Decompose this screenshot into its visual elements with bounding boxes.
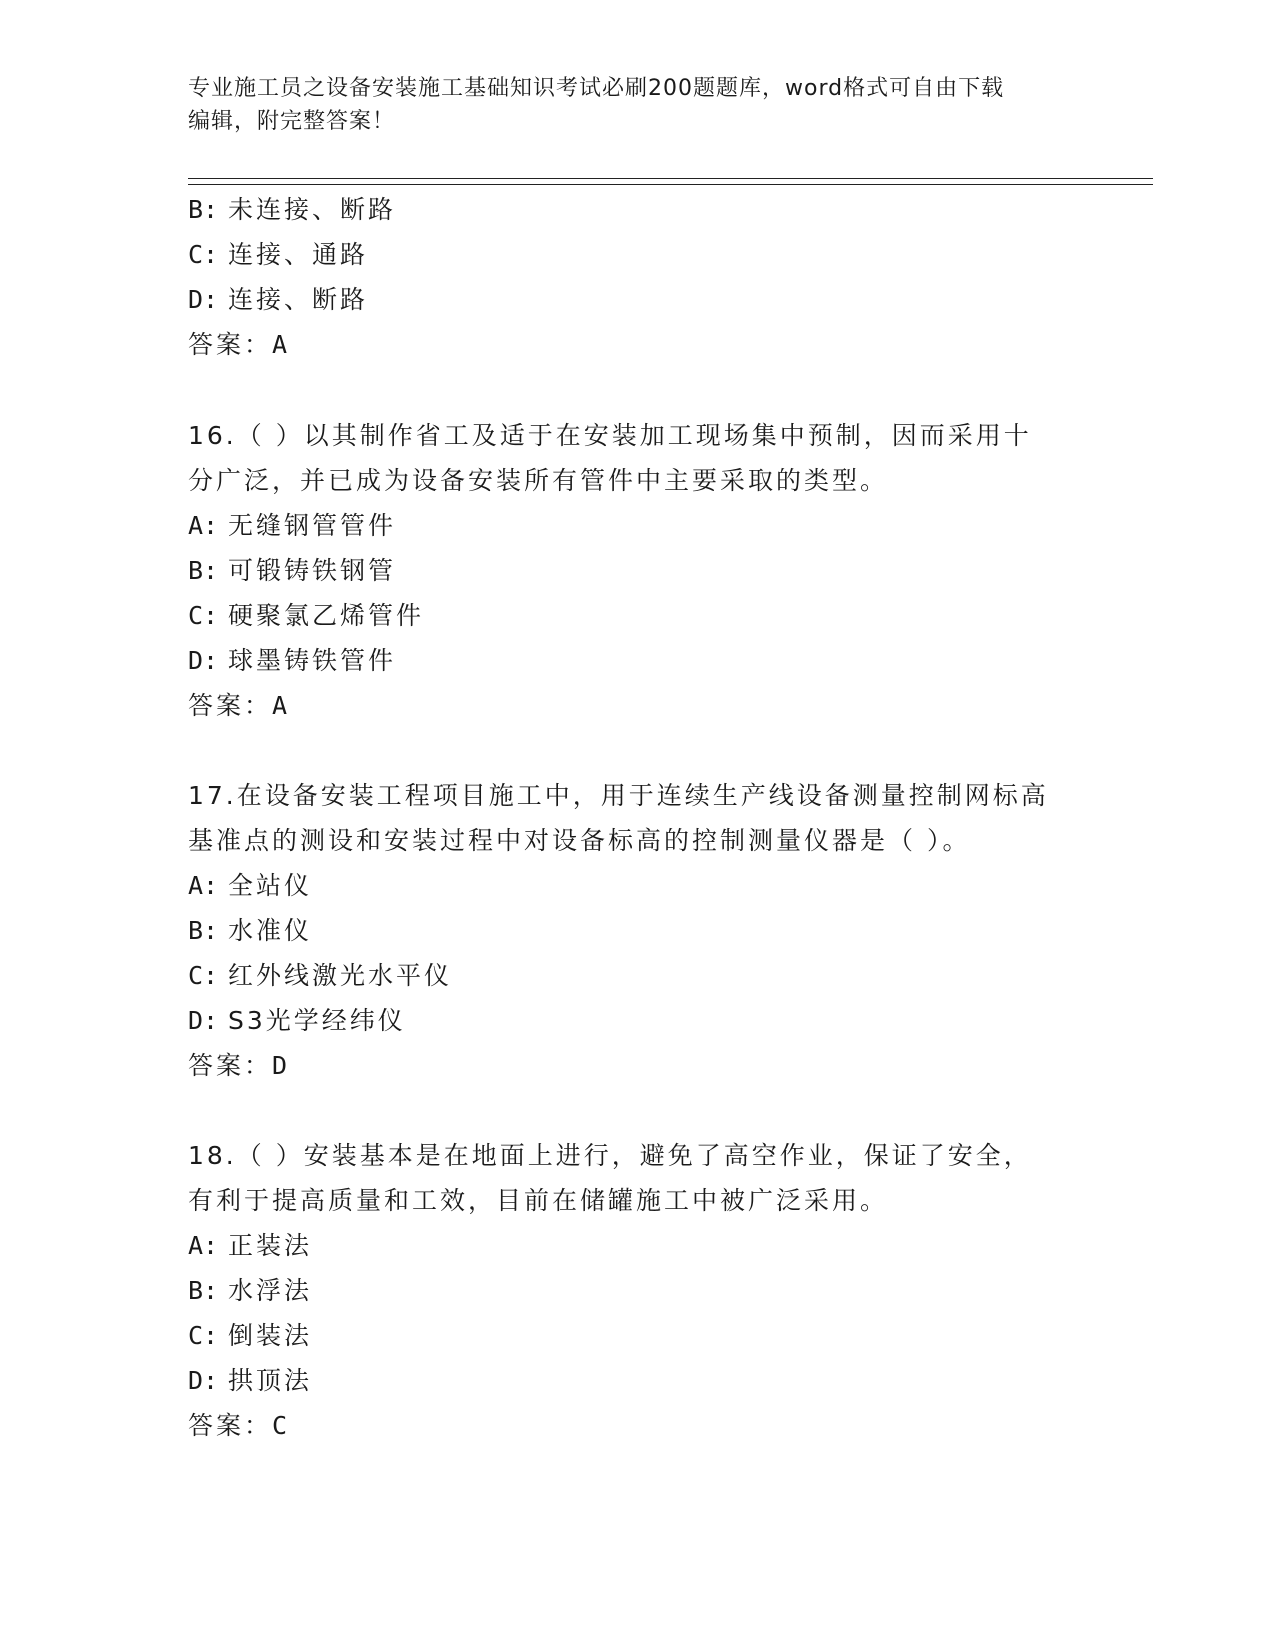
- header-line-1: 专业施工员之设备安装施工基础知识考试必刷200题题库，word格式可自由下载: [188, 76, 1005, 101]
- q16-stem-line-2: 分广泛，并已成为设备安装所有管件中主要采取的类型。: [188, 466, 889, 495]
- option-label: C:: [188, 961, 219, 990]
- q18-option-a: [188, 1230, 312, 1262]
- q18-option-b: [188, 1275, 312, 1307]
- option-text: S3光学经纬仪: [228, 1006, 406, 1035]
- option-text: 硬聚氯乙烯管件: [228, 601, 425, 630]
- q18-option-d: [188, 1365, 312, 1397]
- option-label: B:: [188, 916, 219, 945]
- answer-label: 答案：: [188, 330, 273, 359]
- q18-option-c: [188, 1320, 312, 1352]
- option-text: 全站仪: [228, 871, 313, 900]
- q17-option-c: [188, 960, 452, 992]
- q17-option-b: [188, 915, 312, 947]
- option-text: 倒装法: [228, 1321, 313, 1350]
- answer-value: A: [272, 330, 288, 359]
- option-label: A:: [188, 1231, 219, 1260]
- header-rule-bottom: [188, 184, 1153, 185]
- option-label: A:: [188, 511, 219, 540]
- option-label: B:: [188, 1276, 219, 1305]
- q17-answer: [188, 1050, 287, 1082]
- option-text: 红外线激光水平仪: [228, 961, 453, 990]
- q16-answer: [188, 690, 287, 722]
- q18-answer: [188, 1410, 287, 1442]
- q18-stem-line-1: 18.（ ）安装基本是在地面上进行，避免了高空作业，保证了安全，: [188, 1141, 1032, 1170]
- q15-option-c: [188, 239, 368, 271]
- answer-label: 答案：: [188, 1051, 273, 1080]
- q17-option-a: [188, 870, 312, 902]
- option-text: 无缝钢管管件: [228, 511, 397, 540]
- option-text: 可锻铸铁钢管: [228, 556, 397, 585]
- q17-option-d: [188, 1005, 406, 1037]
- option-label: D:: [188, 1366, 219, 1395]
- q16-option-a: [188, 510, 396, 542]
- option-label: C:: [188, 601, 219, 630]
- answer-label: 答案：: [188, 691, 273, 720]
- q17-stem-line-1: 17.在设备安装工程项目施工中，用于连续生产线设备测量控制网标高: [188, 781, 1049, 810]
- option-text: 水准仪: [228, 916, 313, 945]
- q16-option-d: [188, 645, 396, 677]
- option-label: B:: [188, 195, 219, 224]
- answer-value: A: [272, 691, 288, 720]
- option-label: C:: [188, 240, 219, 269]
- document-header: [188, 72, 1088, 138]
- answer-value: C: [272, 1411, 288, 1440]
- option-text: 正装法: [228, 1231, 313, 1260]
- answer-label: 答案：: [188, 1411, 273, 1440]
- option-label: D:: [188, 285, 219, 314]
- option-text: 连接、断路: [228, 285, 369, 314]
- option-text: 连接、通路: [228, 240, 369, 269]
- option-label: D:: [188, 646, 219, 675]
- answer-value: D: [272, 1051, 288, 1080]
- q15-option-b: [188, 194, 396, 226]
- q15-answer: [188, 329, 287, 361]
- option-label: C:: [188, 1321, 219, 1350]
- q15-option-d: [188, 284, 368, 316]
- q16-option-c: [188, 600, 424, 632]
- option-text: 水浮法: [228, 1276, 313, 1305]
- option-label: B:: [188, 556, 219, 585]
- q16-option-b: [188, 555, 396, 587]
- header-line-2: 编辑，附完整答案！: [188, 109, 396, 134]
- header-rule-top: [188, 178, 1153, 179]
- q18-stem-line-2: 有利于提高质量和工效，目前在储罐施工中被广泛采用。: [188, 1186, 889, 1215]
- option-text: 拱顶法: [228, 1366, 313, 1395]
- option-text: 球墨铸铁管件: [228, 646, 397, 675]
- option-text: 未连接、断路: [228, 195, 397, 224]
- q17-stem-line-2: 基准点的测设和安装过程中对设备标高的控制测量仪器是（ ）。: [188, 826, 971, 855]
- option-label: D:: [188, 1006, 219, 1035]
- option-label: A:: [188, 871, 219, 900]
- q16-stem-line-1: 16.（ ）以其制作省工及适于在安装加工现场集中预制，因而采用十: [188, 421, 1032, 450]
